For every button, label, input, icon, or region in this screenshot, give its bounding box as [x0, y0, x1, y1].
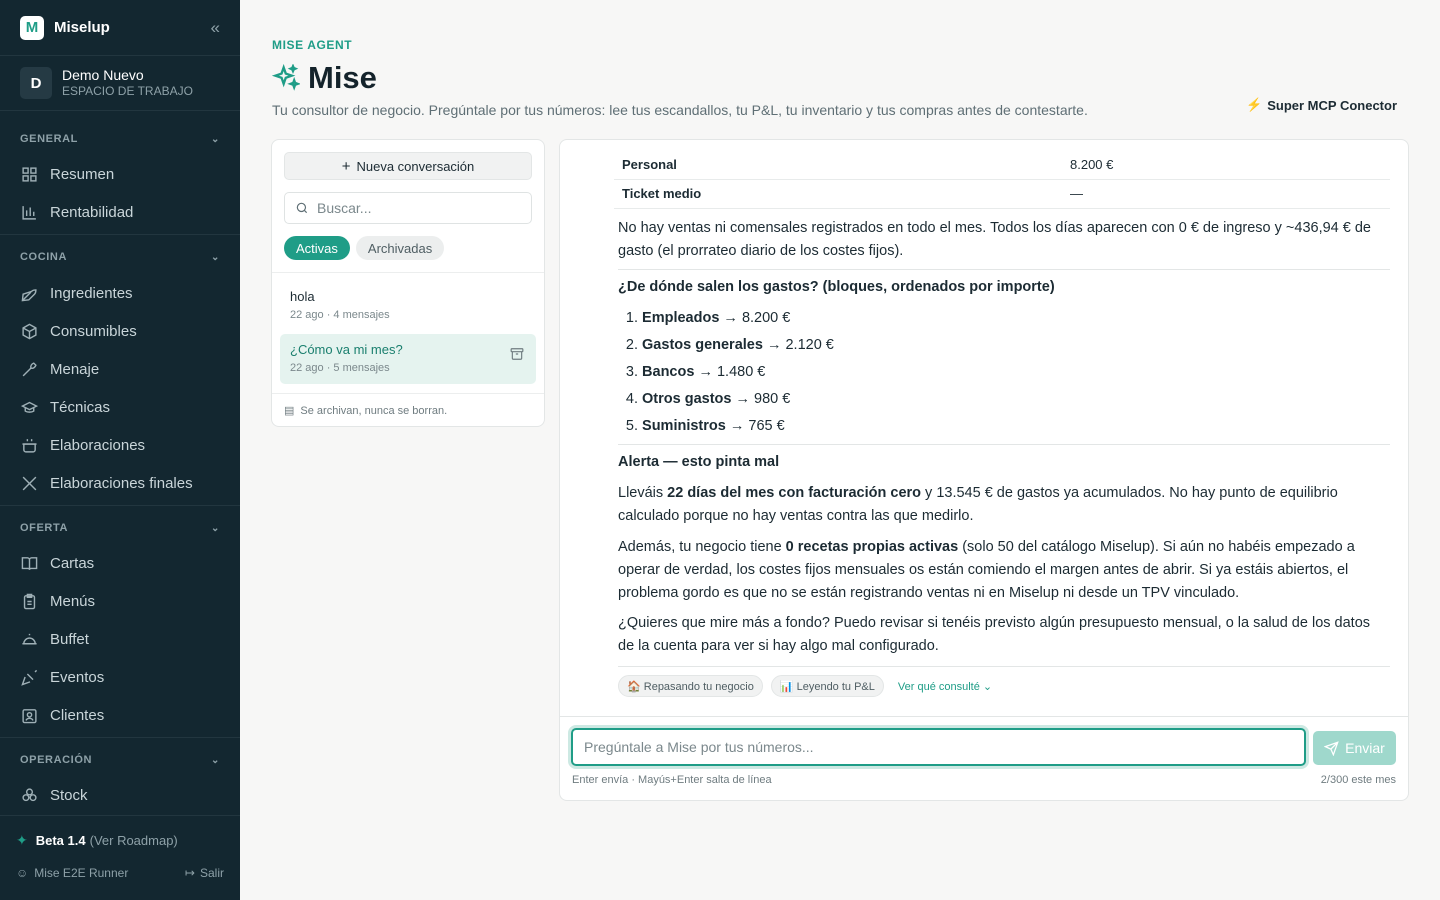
- divider: [272, 272, 544, 273]
- tool-usage-row: [618, 675, 992, 697]
- plug-icon: ⚡: [1246, 97, 1263, 112]
- sidebar-item-tecnicas[interactable]: [0, 388, 240, 426]
- list-item-name: Suministros: [642, 418, 726, 434]
- section-cocina: [0, 247, 240, 502]
- archive-note-icon: ▤: [284, 405, 295, 417]
- text-run: y 13.545 € de gastos ya acumulados. No hay punto de equilibrio calculado porque no hay ventas contra las que medirlo.: [618, 485, 1338, 524]
- workspace-label: ESPACIO DE TRABAJO: [62, 84, 193, 98]
- sidebar-item-eventos[interactable]: [0, 658, 240, 696]
- section-toggle-cocina[interactable]: [0, 247, 240, 267]
- search-icon: [295, 201, 309, 215]
- pot-icon: [20, 436, 38, 454]
- list-item-value: → 1.480 €: [698, 364, 766, 380]
- new-conversation-button[interactable]: [284, 152, 532, 180]
- list-item: [618, 387, 834, 414]
- book-open-icon: [20, 554, 38, 572]
- chevron-down-icon: ⌄: [982, 680, 993, 693]
- text-run: (solo 50 del catálogo Miselup). Si aún no habéis empezado a operar de verdad, los costes fijos mensuales os están comiendo el margen antes de abrir. Si ya estáis abiertos, el problema gordo es que no se están registrando ventas ni en Miselup ni desde un TPV vinculado.: [618, 539, 1355, 601]
- sidebar-item-stock[interactable]: [0, 776, 240, 814]
- mcp-connector-label: Super MCP Conector: [1267, 97, 1397, 113]
- list-item-value: → 980 €: [735, 391, 791, 407]
- sidebar-item-elaboraciones-finales[interactable]: [0, 464, 240, 502]
- list-number: 1.: [625, 310, 638, 326]
- table-row: [614, 150, 1390, 179]
- grid-icon: [20, 165, 38, 183]
- sidebar-item-label: Stock: [50, 786, 88, 804]
- divider: [618, 269, 1390, 270]
- beta-version[interactable]: [16, 832, 178, 849]
- expense-list: [618, 306, 834, 441]
- graduation-cap-icon: [20, 398, 38, 416]
- workspace-switcher[interactable]: [0, 56, 240, 111]
- logout-button[interactable]: [185, 866, 224, 880]
- sidebar-item-label: Eventos: [50, 668, 105, 686]
- conversations-panel: [271, 139, 545, 427]
- roadmap-link[interactable]: (Ver Roadmap): [89, 833, 178, 848]
- section-toggle-general[interactable]: [0, 129, 240, 149]
- conversation-meta: 22 ago · 4 mensajes: [290, 309, 390, 321]
- text-run: Lleváis: [618, 485, 668, 501]
- conversation-item-selected[interactable]: [280, 334, 536, 384]
- sidebar-item-clientes[interactable]: [0, 696, 240, 734]
- chevron-down-icon: ⌄: [211, 522, 220, 534]
- sparkle-icon: ✦: [16, 832, 28, 848]
- text-run: Además, tu negocio tiene: [618, 539, 786, 555]
- sidebar-item-label: Buffet: [50, 630, 89, 648]
- tab-archivadas[interactable]: Archivadas: [356, 236, 444, 260]
- send-button[interactable]: [1313, 731, 1396, 765]
- chat-input[interactable]: [584, 739, 1293, 755]
- logout-icon: ↦: [184, 866, 195, 880]
- sidebar-item-label: Técnicas: [50, 398, 111, 416]
- sidebar-item-label: Resumen: [50, 165, 115, 183]
- message-paragraph: ¿Quieres que mire más a fondo? Puedo revisar si tenéis previsto algún presupuesto mensual, o la salud de los datos de la cuenta para ver si hay algo mal configurado.: [618, 615, 1371, 654]
- composer-hint: Enter envía · Mayús+Enter salta de línea: [572, 774, 772, 786]
- send-icon: [1324, 741, 1339, 756]
- conversation-item[interactable]: [280, 281, 536, 331]
- chat-panel: [559, 139, 1409, 801]
- list-item-name: Otros gastos: [642, 391, 732, 407]
- divider: [618, 444, 1390, 445]
- section-title: OFERTA: [20, 522, 69, 534]
- footnote-text: Se archivan, nunca se borran.: [300, 404, 448, 417]
- workspace-name: Demo Nuevo: [62, 67, 144, 83]
- list-item: [618, 306, 834, 333]
- table-cell-value: 8.200 €: [1062, 150, 1390, 179]
- workspace-avatar: D: [20, 67, 52, 99]
- sidebar-item-ingredientes[interactable]: [0, 274, 240, 312]
- archive-icon[interactable]: [510, 347, 524, 361]
- beta-label: Beta 1.4: [35, 833, 86, 848]
- party-popper-icon: [20, 668, 38, 686]
- list-item-value: → 8.200 €: [723, 310, 791, 326]
- message-paragraph: [618, 536, 1388, 605]
- sidebar-item-label: Consumibles: [50, 322, 137, 340]
- composer: [571, 728, 1306, 766]
- section-title: COCINA: [20, 251, 67, 263]
- divider: [618, 666, 1390, 667]
- list-item: [618, 414, 834, 441]
- section-oferta: [0, 518, 240, 734]
- message-heading: Alerta — esto pinta mal: [618, 454, 780, 470]
- sidebar-item-cartas[interactable]: [0, 544, 240, 582]
- list-number: 3.: [625, 364, 638, 380]
- collapse-sidebar-icon[interactable]: «: [210, 17, 220, 37]
- chevron-down-icon: ⌄: [211, 133, 220, 145]
- view-consulted-label: Ver qué consulté: [897, 680, 980, 693]
- sidebar-item-label: Rentabilidad: [50, 203, 134, 221]
- divider: [0, 815, 240, 816]
- logout-label: Salir: [199, 866, 224, 880]
- sidebar-item-elaboraciones[interactable]: [0, 426, 240, 464]
- utensils-icon: [20, 360, 38, 378]
- tab-activas[interactable]: Activas: [284, 236, 350, 260]
- summary-table: [614, 150, 1390, 209]
- sidebar: [0, 0, 240, 900]
- sidebar-item-rentabilidad[interactable]: [0, 193, 240, 231]
- sidebar-item-buffet[interactable]: [0, 620, 240, 658]
- list-item: [618, 360, 834, 387]
- divider: [0, 234, 240, 235]
- sidebar-item-resumen[interactable]: [0, 155, 240, 193]
- page-title-row: [272, 60, 377, 96]
- sidebar-item-label: Menús: [50, 592, 96, 610]
- chevron-down-icon: ⌄: [211, 754, 220, 766]
- divider: [0, 737, 240, 738]
- cloche-icon: [20, 630, 38, 648]
- app-name: Miselup: [54, 19, 110, 36]
- divider: [560, 716, 1409, 717]
- plus-icon: +: [341, 157, 351, 175]
- list-item-name: Empleados: [642, 310, 720, 326]
- message-heading: ¿De dónde salen los gastos? (bloques, ordenados por importe): [618, 279, 1055, 295]
- send-label: Enviar: [1345, 740, 1385, 756]
- list-item-name: Bancos: [642, 364, 695, 380]
- conversation-title: ¿Cómo va mi mes?: [290, 342, 403, 357]
- sidebar-item-label: Elaboraciones: [50, 436, 146, 454]
- list-item-value: → 765 €: [729, 418, 785, 434]
- list-item: [618, 333, 834, 360]
- user-name: Mise E2E Runner: [34, 866, 129, 880]
- sidebar-item-label: Cartas: [50, 554, 95, 572]
- table-cell-key: Ticket medio: [614, 179, 1062, 208]
- section-operacion: [0, 750, 240, 814]
- user-icon: ☺: [16, 866, 29, 880]
- list-number: 5.: [625, 418, 638, 434]
- page-subtitle: Tu consultor de negocio. Pregúntale por tus números: lee tus escandallos, tu P&L, tu inventario y tus compras antes de contestarte.: [272, 102, 1088, 118]
- conversation-search: [284, 192, 532, 224]
- text-run-bold: 0 recetas propias activas: [785, 539, 959, 555]
- sidebar-item-label: Ingredientes: [50, 284, 133, 302]
- divider: [0, 505, 240, 506]
- text-run-bold: 22 días del mes con facturación cero: [667, 485, 922, 501]
- user-footer: [16, 866, 224, 880]
- cross-utensils-icon: [20, 474, 38, 492]
- message-paragraph: [618, 482, 1388, 528]
- archive-footnote: [284, 404, 447, 417]
- table-cell-value: —: [1062, 179, 1390, 208]
- sidebar-item-menaje[interactable]: [0, 350, 240, 388]
- new-conversation-label: Nueva conversación: [356, 158, 475, 174]
- list-item-value: → 2.120 €: [766, 337, 834, 353]
- section-toggle-oferta[interactable]: [0, 518, 240, 538]
- sidebar-item-menus[interactable]: [0, 582, 240, 620]
- mcp-connector-button[interactable]: [1246, 97, 1397, 113]
- clipboard-icon: [20, 592, 38, 610]
- usage-quota: 2/300 este mes: [1320, 774, 1396, 786]
- boxes-icon: [20, 786, 38, 804]
- conversation-meta: 22 ago · 5 mensajes: [290, 362, 390, 374]
- section-general: [0, 129, 240, 231]
- view-consulted-button[interactable]: [898, 680, 992, 693]
- sidebar-item-label: Clientes: [50, 706, 105, 724]
- table-row: [614, 179, 1390, 208]
- chevron-down-icon: ⌄: [211, 251, 220, 263]
- list-item-name: Gastos generales: [642, 337, 763, 353]
- sidebar-item-label: Elaboraciones finales: [50, 474, 193, 492]
- search-input[interactable]: [317, 200, 517, 216]
- sparkles-icon: [272, 64, 300, 92]
- table-cell-key: Personal: [614, 150, 1062, 179]
- sidebar-item-label: Menaje: [50, 360, 100, 378]
- tool-chip: 🏠 Repasando tu negocio: [618, 675, 763, 697]
- message-paragraph: No hay ventas ni comensales registrados en todo el mes. Todos los días aparecen con 0 € de ingreso y ~436,94 € de gasto (el prorrateo diario de los costes fijos).: [618, 220, 1371, 259]
- list-number: 2.: [625, 337, 638, 353]
- app-logo: M: [20, 16, 44, 40]
- section-title: GENERAL: [20, 133, 78, 145]
- section-toggle-operacion[interactable]: [0, 750, 240, 770]
- box-icon: [20, 322, 38, 340]
- list-number: 4.: [625, 391, 638, 407]
- conversation-title: hola: [290, 289, 315, 304]
- tool-chip: 📊 Leyendo tu P&L: [771, 675, 884, 697]
- bar-chart-icon: [20, 203, 38, 221]
- contact-icon: [20, 706, 38, 724]
- page-title: Mise: [308, 60, 377, 95]
- carrot-icon: [20, 284, 38, 302]
- brand: [0, 0, 240, 56]
- sidebar-item-consumibles[interactable]: [0, 312, 240, 350]
- section-title: OPERACIÓN: [20, 754, 93, 766]
- divider: [272, 393, 544, 394]
- page-eyebrow: MISE AGENT: [272, 38, 353, 52]
